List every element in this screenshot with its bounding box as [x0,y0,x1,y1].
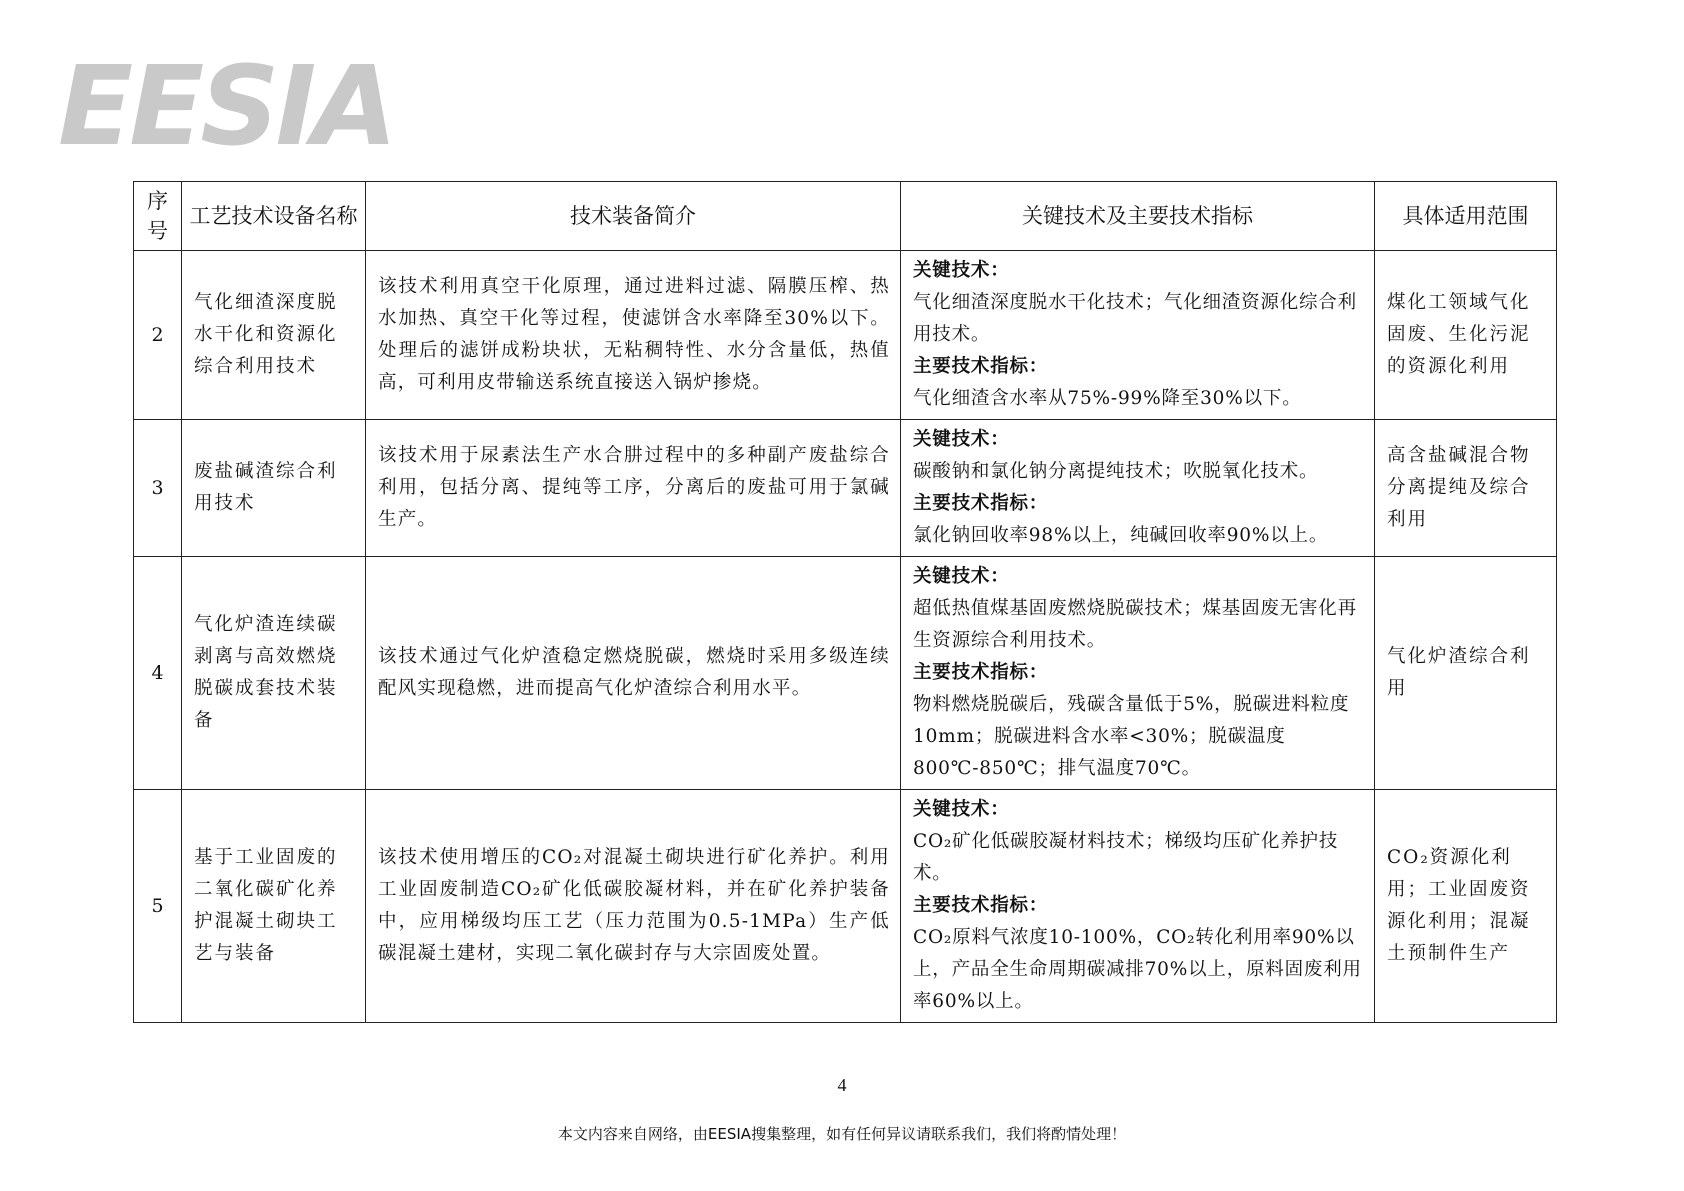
table-header-row [134,182,1557,251]
header-no: 序号 [134,182,182,251]
row-number: 5 [134,790,182,1023]
scope: 煤化工领域气化固废、生化污泥的资源化利用 [1375,251,1557,420]
header-scope: 具体适用范围 [1375,182,1557,251]
row-number: 3 [134,420,182,557]
tech-name: 气化细渣深度脱水干化和资源化综合利用技术 [182,251,366,420]
table-row [134,790,1557,1023]
row-number: 2 [134,251,182,420]
key-tech-cell [901,790,1375,1023]
scope: 高含盐碱混合物分离提纯及综合利用 [1375,420,1557,557]
indicator-label: 主要技术指标： [913,356,1049,377]
key-tech-cell [901,420,1375,557]
header-intro: 技术装备简介 [366,182,901,251]
tech-intro: 该技术通过气化炉渣稳定燃烧脱碳，燃烧时采用多级连续配风实现稳燃，进而提高气化炉渣综合利用水平。 [366,557,901,790]
tech-name: 废盐碱渣综合利用技术 [182,420,366,557]
tech-name: 气化炉渣连续碳剥离与高效燃烧脱碳成套技术装备 [182,557,366,790]
indicator-label: 主要技术指标： [913,895,1049,916]
technology-table [133,181,1557,1023]
key-tech-cell [901,557,1375,790]
key-tech-cell [901,251,1375,420]
key-tech-text: 气化细渣深度脱水干化技术；气化细渣资源化综合利用技术。 [913,292,1357,345]
row-number: 4 [134,557,182,790]
scope: 气化炉渣综合利用 [1375,557,1557,790]
key-tech-text: 碳酸钠和氯化钠分离提纯技术；吹脱氧化技术。 [913,461,1319,482]
scope: CO₂资源化利用；工业固废资源化利用；混凝土预制件生产 [1375,790,1557,1023]
header-key-tech: 关键技术及主要技术指标 [901,182,1375,251]
indicator-text: 物料燃烧脱碳后，残碳含量低于5%，脱碳进料粒度10mm；脱碳进料含水率<30%；脱碳温度800℃-850℃；排气温度70℃。 [913,694,1350,779]
tech-intro: 该技术使用增压的CO₂对混凝土砌块进行矿化养护。利用工业固废制造CO₂矿化低碳胶凝材料，并在矿化养护装备中，应用梯级均压工艺（压力范围为0.5-1MPa）生产低碳混凝土建材，实现二氧化碳封存与大宗固废处置。 [366,790,901,1023]
tech-name: 基于工业固废的二氧化碳矿化养护混凝土砌块工艺与装备 [182,790,366,1023]
table-row [134,557,1557,790]
tech-intro: 该技术利用真空干化原理，通过进料过滤、隔膜压榨、热水加热、真空干化等过程，使滤饼含水率降至30%以下。处理后的滤饼成粉块状，无粘稠特性、水分含量低，热值高，可利用皮带输送系统直接送入锅炉掺烧。 [366,251,901,420]
indicator-label: 主要技术指标： [913,662,1049,683]
page-number: 4 [837,1075,847,1095]
indicator-text: 氯化钠回收率98%以上，纯碱回收率90%以上。 [913,525,1329,546]
indicator-label: 主要技术指标： [913,493,1049,514]
table-row [134,251,1557,420]
key-tech-text: CO₂矿化低碳胶凝材料技术；梯级均压矿化养护技术。 [913,831,1339,884]
table-row [134,420,1557,557]
key-tech-label: 关键技术： [913,799,1010,820]
svg-text:EESIA: EESIA [58,52,394,152]
indicator-text: 气化细渣含水率从75%-99%降至30%以下。 [913,388,1302,409]
header-name: 工艺技术设备名称 [182,182,366,251]
footer-notice: 本文内容来自网络，由EESIA搜集整理，如有任何异议请联系我们，我们将酌情处理！ [557,1125,1127,1143]
key-tech-label: 关键技术： [913,429,1010,450]
key-tech-text: 超低热值煤基固废燃烧脱碳技术；煤基固废无害化再生资源综合利用技术。 [913,598,1357,651]
tech-intro: 该技术用于尿素法生产水合肼过程中的多种副产废盐综合利用，包括分离、提纯等工序，分离后的废盐可用于氯碱生产。 [366,420,901,557]
indicator-text: CO₂原料气浓度10-100%，CO₂转化利用率90%以上，产品全生命周期碳减排70%以上，原料固废利用率60%以上。 [913,927,1362,1012]
logo-graphic [58,52,398,152]
key-tech-label: 关键技术： [913,566,1010,587]
key-tech-label: 关键技术： [913,260,1010,281]
eesia-logo [58,52,398,152]
